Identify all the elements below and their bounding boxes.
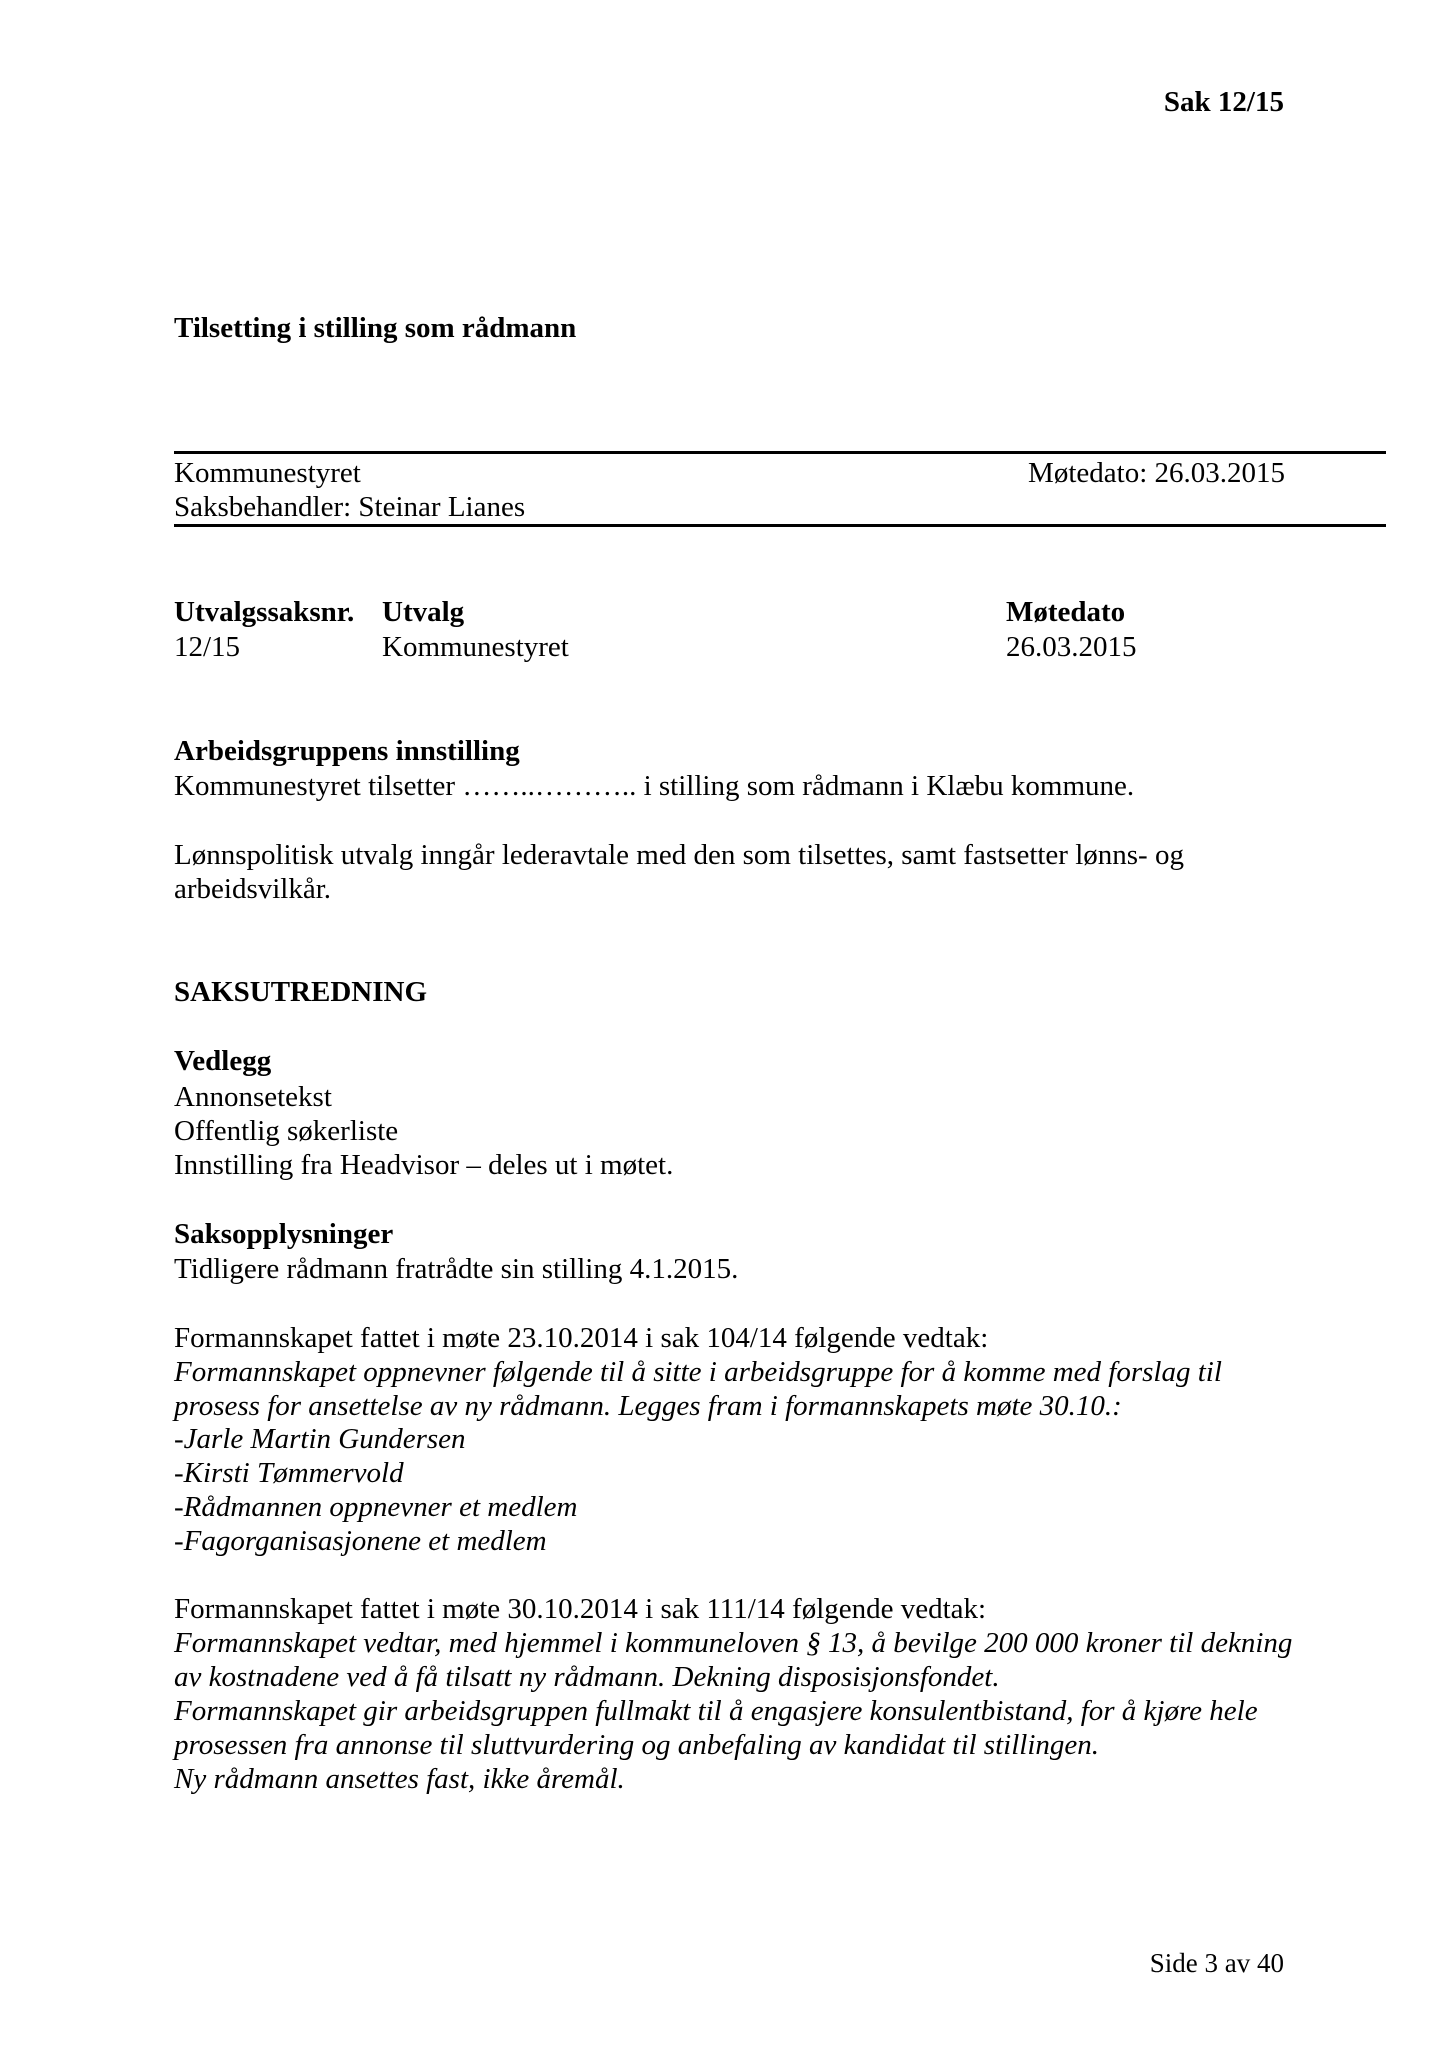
decision-2-line: Ny rådmann ansettes fast, ikke åremål.	[174, 1763, 625, 1795]
decision-1-line: -Fagorganisasjonene et medlem	[174, 1525, 547, 1557]
case-handler: Saksbehandler: Steinar Lianes	[174, 491, 526, 523]
case-report-heading: SAKSUTREDNING	[174, 976, 427, 1008]
table-header-saksnr: Utvalgssaksnr.	[174, 596, 355, 628]
decision-1-intro: Formannskapet fattet i møte 23.10.2014 i sak 104/14 følgende vedtak:	[174, 1322, 989, 1354]
attachment-item: Annonsetekst	[174, 1081, 332, 1113]
decision-2-line: Formannskapet vedtar, med hjemmel i kommuneloven § 13, å bevilge 200 000 kroner til dekning	[174, 1627, 1293, 1659]
recommendation-text: Kommunestyret tilsetter ……..……….. i stilling som rådmann i Klæbu kommune.	[174, 770, 1135, 802]
decision-1-line: Formannskapet oppnevner følgende til å sitte i arbeidsgruppe for å komme med forslag til	[174, 1356, 1222, 1388]
table-cell-saksnr: 12/15	[174, 631, 241, 663]
meeting-date: Møtedato: 26.03.2015	[1028, 457, 1285, 489]
table-cell-utvalg: Kommunestyret	[382, 631, 569, 663]
decision-2-intro: Formannskapet fattet i møte 30.10.2014 i sak 111/14 følgende vedtak:	[174, 1593, 987, 1625]
recommendation-para-line-1: Lønnspolitisk utvalg inngår lederavtale med den som tilsettes, samt fastsetter lønns- og	[174, 839, 1184, 871]
decision-2-line: Formannskapet gir arbeidsgruppen fullmakt til å engasjere konsulentbistand, for å kjøre hele	[174, 1695, 1258, 1727]
top-rule	[174, 451, 1386, 454]
table-header-motedato: Møtedato	[1006, 596, 1126, 628]
attachments-heading: Vedlegg	[174, 1045, 272, 1077]
table-cell-motedato: 26.03.2015	[1006, 631, 1137, 663]
document-title: Tilsetting i stilling som rådmann	[174, 312, 577, 344]
decision-1-line: -Jarle Martin Gundersen	[174, 1423, 466, 1455]
case-info-heading: Saksopplysninger	[174, 1218, 394, 1250]
case-number: Sak 12/15	[1163, 86, 1284, 118]
recommendation-heading: Arbeidsgruppens innstilling	[174, 735, 520, 767]
attachment-item: Offentlig søkerliste	[174, 1115, 399, 1147]
bottom-rule	[174, 524, 1386, 527]
recommendation-para-line-2: arbeidsvilkår.	[174, 873, 332, 905]
page-number: Side 3 av 40	[1149, 1948, 1284, 1978]
decision-1-line: -Kirsti Tømmervold	[174, 1457, 404, 1489]
decision-2-line: av kostnadene ved å få tilsatt ny rådmann. Dekning disposisjonsfondet.	[174, 1661, 1000, 1693]
attachment-item: Innstilling fra Headvisor – deles ut i møtet.	[174, 1149, 674, 1181]
organ-label: Kommunestyret	[174, 457, 361, 489]
decision-1-line: -Rådmannen oppnevner et medlem	[174, 1491, 578, 1523]
case-info-text: Tidligere rådmann fratrådte sin stilling 4.1.2015.	[174, 1253, 739, 1285]
decision-1-line: prosess for ansettelse av ny rådmann. Legges fram i formannskapets møte 30.10.:	[174, 1390, 1122, 1422]
table-header-utvalg: Utvalg	[382, 596, 465, 628]
decision-2-line: prosessen fra annonse til sluttvurdering og anbefaling av kandidat til stillingen.	[174, 1729, 1099, 1761]
